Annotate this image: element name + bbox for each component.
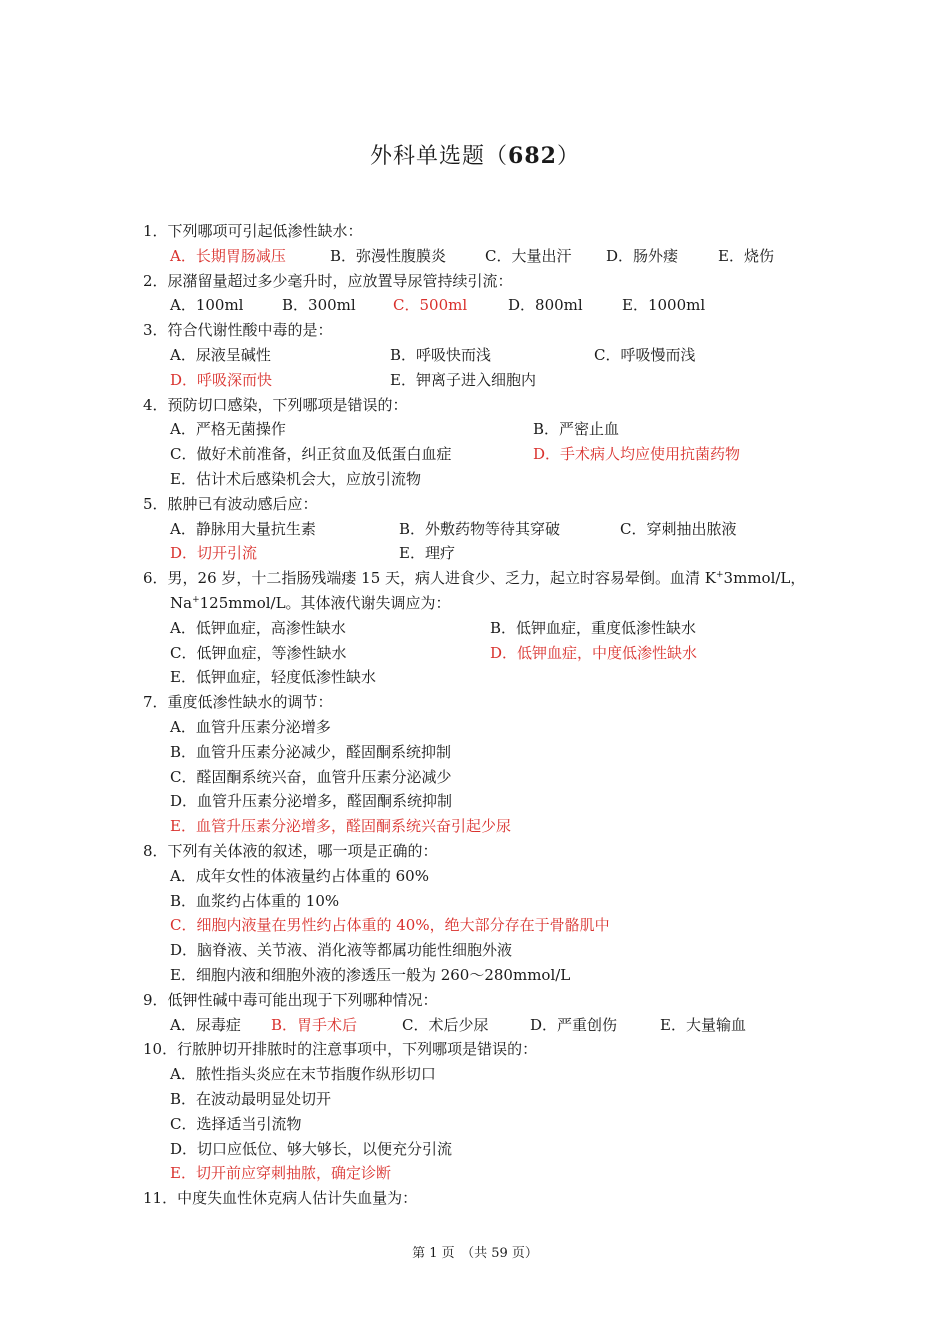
option-row [0, 1013, 950, 1037]
question-text: 125mmol/L。其体液代谢失调应为： [199, 594, 451, 612]
title-text: 外科单选题（ [370, 144, 509, 169]
option-row [0, 1137, 950, 1161]
answer-option: E．细胞内液和细胞外液的渗透压一般为 260～280mmol/L [170, 966, 571, 984]
option-row [0, 889, 950, 913]
answer-option: C．低钾血症，等渗性缺水 [170, 643, 347, 662]
option-row [0, 715, 950, 739]
page-footer: 第 1 页 （共 59 页） [412, 1246, 538, 1261]
answer-option-correct: A．长期胃肠减压 [170, 246, 286, 265]
answer-option-correct: D．手术病人均应使用抗菌药物 [533, 445, 741, 464]
answer-option: A．尿液呈碱性 [170, 346, 271, 364]
option-row [0, 442, 950, 466]
answer-option-correct: B．胃手术后 [271, 1015, 358, 1034]
answer-option: B．血浆约占体重的 10% [170, 891, 340, 910]
option-row [0, 1112, 950, 1136]
superscript: + [192, 595, 200, 605]
answer-option: C．呼吸慢而浅 [594, 346, 696, 364]
option-row [0, 417, 950, 441]
option-row [0, 541, 950, 565]
answer-option: B．300ml [282, 296, 356, 315]
answer-option: B．在波动最明显处切开 [170, 1090, 332, 1108]
answer-option: A．低钾血症，高渗性缺水 [170, 618, 346, 637]
question-text: 11．中度失血性休克病人估计失血量为： [143, 1189, 418, 1208]
answer-option: A．血管升压素分泌增多 [170, 718, 331, 736]
answer-option-correct: D．切开引流 [170, 544, 258, 563]
answer-option: E．估计术后感染机会大，应放引流物 [170, 470, 421, 488]
option-row [0, 1161, 950, 1185]
question-text: 9．低钾性碱中毒可能出现于下列哪种情况： [143, 990, 438, 1009]
answer-option: A．静脉用大量抗生素 [170, 519, 316, 538]
option-row [0, 1062, 950, 1086]
question-text: 1．下列哪项可引起低渗性缺水： [143, 222, 363, 240]
option-row [0, 1087, 950, 1111]
answer-option: C．大量出汗 [485, 246, 572, 265]
answer-option: D．切口应低位、够大够长，以便充分引流 [170, 1139, 453, 1158]
answer-option: C．穿刺抽出脓液 [620, 519, 737, 538]
option-row [0, 913, 950, 937]
question-stem-continued [170, 591, 451, 615]
question-stem [143, 1037, 537, 1061]
page-title [0, 140, 950, 173]
answer-option: E．理疗 [399, 544, 455, 563]
question-stem [143, 492, 318, 516]
question-text: 8．下列有关体液的叙述，哪一项是正确的： [143, 842, 438, 860]
answer-option-correct: E．血管升压素分泌增多，醛固酮系统兴奋引起少尿 [170, 817, 511, 836]
option-row [0, 343, 950, 367]
answer-option: C．做好术前准备，纠正贫血及低蛋白血症 [170, 445, 452, 464]
answer-option: C．选择适当引流物 [170, 1114, 302, 1133]
answer-option: B．血管升压素分泌减少，醛固酮系统抑制 [170, 742, 452, 761]
title-number: 682 [508, 143, 557, 169]
option-row [0, 517, 950, 541]
option-row [0, 789, 950, 813]
answer-option-correct: D．低钾血症，中度低渗性缺水 [490, 643, 698, 662]
option-row [0, 641, 950, 665]
option-row [0, 293, 950, 317]
question-text: 5．脓肿已有波动感后应： [143, 494, 318, 513]
answer-option: C．术后少尿 [402, 1015, 489, 1034]
option-row [0, 616, 950, 640]
answer-option: A．尿毒症 [170, 1015, 241, 1034]
answer-option: A．脓性指头炎应在末节指腹作纵形切口 [170, 1065, 436, 1084]
question-text: 7．重度低渗性缺水的调节： [143, 693, 333, 712]
answer-option-correct: C．500ml [393, 296, 468, 315]
answer-option: B．严密止血 [533, 420, 620, 439]
answer-option: C．醛固酮系统兴奋，血管升压素分泌减少 [170, 767, 452, 786]
question-text: 10．行脓肿切开排脓时的注意事项中，下列哪项是错误的： [143, 1040, 538, 1059]
question-text: 4．预防切口感染，下列哪项是错误的： [143, 395, 408, 414]
answer-option: A．成年女性的体液量约占体重的 60% [170, 866, 429, 885]
answer-option-correct: E．切开前应穿刺抽脓，确定诊断 [170, 1164, 391, 1183]
question-text: 2．尿潴留量超过多少毫升时，应放置导尿管持续引流： [143, 271, 513, 290]
answer-option-correct: D．呼吸深而快 [170, 370, 273, 389]
question-text-tail: 3mmol/L， [723, 569, 806, 588]
answer-option: B．呼吸快而浅 [390, 346, 492, 364]
answer-option: B．外敷药物等待其穿破 [399, 519, 561, 538]
question-stem [143, 839, 438, 863]
answer-option: B．弥漫性腹膜炎 [330, 246, 447, 265]
answer-option: D．800ml [508, 296, 583, 315]
answer-option: E．大量输血 [660, 1015, 746, 1034]
option-row [0, 864, 950, 888]
question-text: 3．符合代谢性酸中毒的是： [143, 321, 333, 340]
option-row [0, 244, 950, 268]
answer-option: E．烧伤 [718, 246, 774, 265]
answer-option: A．100ml [170, 296, 244, 315]
answer-option: D．脑脊液、关节液、消化液等都属功能性细胞外液 [170, 941, 513, 960]
option-row [0, 740, 950, 764]
option-row [0, 665, 950, 689]
question-stem [143, 690, 333, 714]
answer-option: D．严重创伤 [530, 1015, 618, 1034]
superscript: + [716, 570, 724, 581]
title-close: ） [556, 144, 580, 169]
option-row [0, 368, 950, 392]
question-stem [143, 219, 363, 243]
question-text: 6．男，26 岁，十二指肠残端瘘 15 天，病人进食少、乏力，起立时容易晕倒。血清 K [143, 569, 716, 588]
option-row [0, 938, 950, 962]
answer-option: D．肠外瘘 [606, 246, 679, 265]
option-row [0, 963, 950, 987]
question-stem [143, 269, 513, 293]
option-row [0, 467, 950, 491]
question-stem [143, 318, 333, 342]
answer-option: E．1000ml [622, 296, 706, 315]
question-stem [143, 1186, 417, 1210]
question-text: Na [170, 594, 193, 612]
question-stem [143, 566, 805, 590]
answer-option: D．血管升压素分泌增多，醛固酮系统抑制 [170, 792, 453, 811]
answer-option: A．严格无菌操作 [170, 420, 286, 439]
answer-option: E．钾离子进入细胞内 [390, 370, 536, 389]
question-stem [143, 988, 438, 1012]
answer-option: B．低钾血症，重度低渗性缺水 [490, 618, 697, 637]
option-row [0, 765, 950, 789]
option-row [0, 814, 950, 838]
answer-option-correct: C．细胞内液量在男性约占体重的 40%，绝大部分存在于骨骼肌中 [170, 916, 610, 935]
question-stem [143, 393, 408, 417]
answer-option: E．低钾血症，轻度低渗性缺水 [170, 668, 376, 687]
